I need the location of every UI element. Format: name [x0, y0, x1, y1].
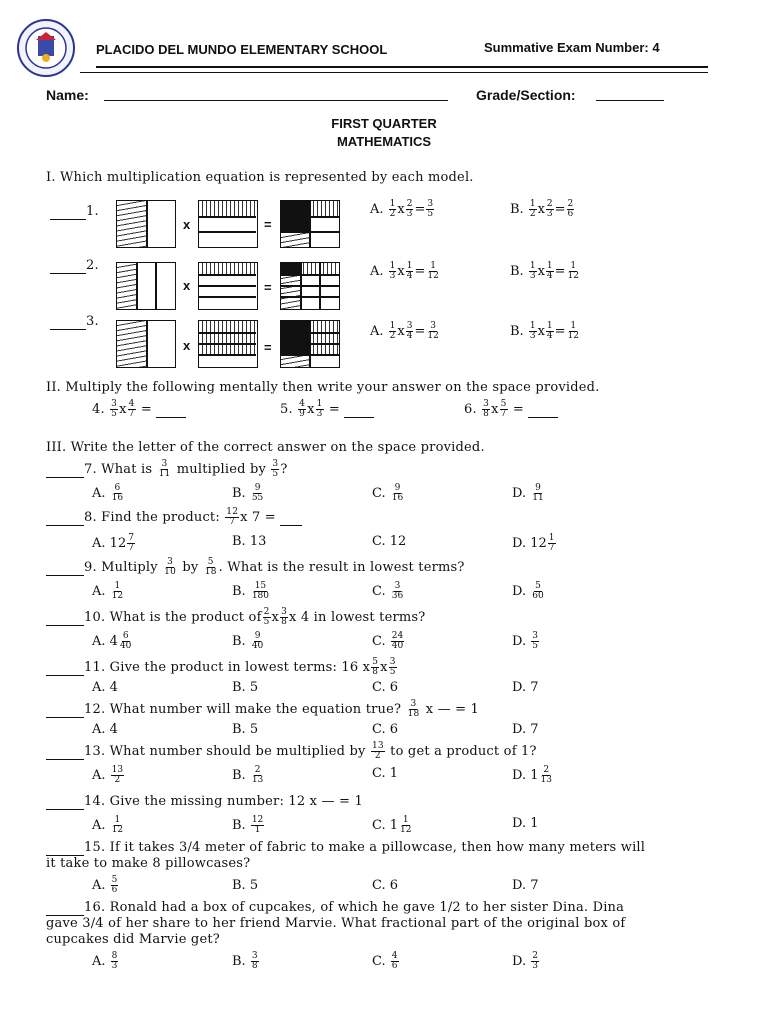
- q11-choice-c: C. 6: [372, 680, 399, 695]
- exam-number: Summative Exam Number: 4: [484, 40, 660, 55]
- answer-blank[interactable]: [156, 402, 186, 418]
- answer-blank[interactable]: [46, 794, 84, 810]
- q13-choice-a: A. $\frac{13}{2}$: [92, 765, 124, 785]
- answer-blank[interactable]: [46, 702, 84, 718]
- item-3-choice-a: A. $\frac{1}{2}$ x $\frac{3}{4}$ = $\frac{3}{12}$: [370, 321, 439, 341]
- header-rule: [96, 66, 708, 68]
- q12-choice-d: D. 7: [512, 722, 539, 737]
- q10-choice-a: A. 4 $\frac{6}{40}$: [92, 631, 132, 651]
- question-13: 13. What number should be multiplied by $\frac{13}{2}$ to get a product of 1?: [46, 742, 537, 761]
- item-2-choice-b: B. $\frac{1}{3}$ x $\frac{1}{4}$ = $\frac{1}{12}$: [510, 261, 579, 281]
- q11-choice-d: D. 7: [512, 680, 539, 695]
- question-15: 15. If it takes 3/4 meter of fabric to make a pillowcase, then how many meters will: [46, 840, 645, 856]
- model-2-right: [280, 262, 340, 310]
- question-8: 8. Find the product: $\frac{12}{7}$ x 7 =: [46, 508, 302, 527]
- question-11: 11. Give the product in lowest terms: 16 x $\frac{5}{8}$ x $\frac{3}{5}$: [46, 658, 398, 677]
- equals-sign: =: [264, 217, 272, 232]
- q15-choice-b: B. 5: [232, 878, 259, 893]
- answer-blank[interactable]: [46, 610, 84, 626]
- answer-blank[interactable]: [344, 402, 374, 418]
- name-label: Name:: [46, 87, 89, 103]
- question-16: 16. Ronald had a box of cupcakes, of which he gave 1/2 to her sister Dina. Dina: [46, 900, 624, 916]
- q7-choice-b: B. $\frac{9}{55}$: [232, 483, 264, 503]
- q8-choice-b: B. 13: [232, 534, 267, 549]
- answer-blank[interactable]: [50, 258, 86, 274]
- item-1-number: 1.: [50, 204, 99, 220]
- q12-choice-b: B. 5: [232, 722, 259, 737]
- question-10: 10. What is the product of $\frac{2}{5}$ x $\frac{3}{8}$ x 4 in lowest terms?: [46, 608, 425, 627]
- model-1-middle: [198, 200, 258, 248]
- part1-instruction: I. Which multiplication equation is represented by each model.: [46, 170, 474, 185]
- q16-choice-a: A. $\frac{8}{3}$: [92, 951, 118, 971]
- grade-section-field[interactable]: [596, 100, 664, 101]
- q9-choice-a: A. $\frac{1}{12}$: [92, 581, 124, 601]
- q16-choice-c: C. $\frac{4}{6}$: [372, 951, 398, 971]
- title-quarter: FIRST QUARTER: [331, 116, 437, 131]
- answer-blank[interactable]: [46, 660, 84, 676]
- header-rule-thin: [80, 72, 708, 73]
- q7-choice-a: A. $\frac{6}{16}$: [92, 483, 124, 503]
- school-name: PLACIDO DEL MUNDO ELEMENTARY SCHOOL: [96, 42, 388, 57]
- q14-choice-a: A. $\frac{1}{12}$: [92, 815, 124, 835]
- q8-choice-d: D. 12 $\frac{1}{7}$: [512, 533, 555, 553]
- name-field[interactable]: [104, 100, 448, 101]
- grade-section-label: Grade/Section:: [476, 87, 576, 103]
- equals-sign: =: [264, 280, 272, 295]
- question-16-line-3: cupcakes did Marvie get?: [46, 932, 220, 947]
- question-16-line-2: gave 3/4 of her share to her friend Marvie. What fractional part of the original box of: [46, 916, 626, 931]
- q13-choice-b: B. $\frac{2}{13}$: [232, 765, 264, 785]
- multiply-sign: x: [183, 338, 191, 353]
- answer-blank[interactable]: [46, 840, 84, 856]
- question-9: 9. Multiply $\frac{3}{10}$ by $\frac{5}{18}$ . What is the result in lowest terms?: [46, 558, 465, 577]
- model-3-middle: [198, 320, 258, 368]
- answer-blank[interactable]: [46, 560, 84, 576]
- q15-choice-c: C. 6: [372, 878, 399, 893]
- q10-choice-b: B. $\frac{9}{40}$: [232, 631, 264, 651]
- q7-choice-d: D. $\frac{9}{11}$: [512, 483, 544, 503]
- model-3-right: [280, 320, 340, 368]
- q8-choice-a: A. 12 $\frac{7}{7}$: [92, 533, 134, 553]
- q13-choice-c: C. 1: [372, 766, 399, 781]
- item-3-number: 3.: [50, 314, 99, 330]
- q14-choice-b: B. $\frac{12}{1}$: [232, 815, 264, 835]
- q12-choice-c: C. 6: [372, 722, 399, 737]
- answer-blank[interactable]: [528, 402, 558, 418]
- item-5: 5. $\frac{4}{9}$ x $\frac{1}{3}$ =: [280, 400, 374, 419]
- model-2-middle: [198, 262, 258, 310]
- q11-choice-b: B. 5: [232, 680, 259, 695]
- q8-choice-c: C. 12: [372, 534, 407, 549]
- model-2-left: [116, 262, 176, 310]
- q14-choice-c: C. 1 $\frac{1}{12}$: [372, 815, 412, 835]
- q12-choice-a: A. 4: [92, 722, 118, 737]
- q7-choice-c: C. $\frac{9}{16}$: [372, 483, 404, 503]
- item-2-number: 2.: [50, 258, 99, 274]
- model-3-left: [116, 320, 176, 368]
- answer-blank[interactable]: [46, 744, 84, 760]
- question-12: 12. What number will make the equation true? $\frac{3}{18}$ x — = 1: [46, 700, 479, 719]
- model-1-left: [116, 200, 176, 248]
- multiply-sign: x: [183, 217, 191, 232]
- answer-blank[interactable]: [46, 462, 84, 478]
- answer-blank[interactable]: [46, 510, 84, 526]
- q10-choice-c: C. $\frac{24}{40}$: [372, 631, 404, 651]
- q10-choice-d: D. $\frac{3}{5}$: [512, 631, 538, 651]
- question-14: 14. Give the missing number: 12 x — = 1: [46, 794, 363, 810]
- q15-choice-a: A. $\frac{5}{6}$: [92, 875, 118, 895]
- question-7: 7. What is $\frac{3}{11}$ multiplied by $\frac{3}{5}$ ?: [46, 460, 288, 479]
- title-subject: MATHEMATICS: [336, 134, 432, 149]
- answer-blank[interactable]: [46, 900, 84, 916]
- question-15-line-2: it take to make 8 pillowcases?: [46, 856, 251, 871]
- q15-choice-d: D. 7: [512, 878, 539, 893]
- equals-sign: =: [264, 340, 272, 355]
- model-1-right: [280, 200, 340, 248]
- item-2-choice-a: A. $\frac{1}{3}$ x $\frac{1}{4}$ = $\frac{1}{12}$: [370, 261, 439, 281]
- q14-choice-d: D. 1: [512, 816, 539, 831]
- q16-choice-d: D. $\frac{2}{3}$: [512, 951, 538, 971]
- item-1-choice-b: B. $\frac{1}{2}$ x $\frac{2}{3}$ = $\frac{2}{6}$: [510, 199, 574, 219]
- q9-choice-b: B. $\frac{15}{180}$: [232, 581, 270, 601]
- answer-blank[interactable]: [280, 510, 302, 526]
- answer-blank[interactable]: [50, 204, 86, 220]
- answer-blank[interactable]: [50, 314, 86, 330]
- item-6: 6. $\frac{3}{8}$ x $\frac{5}{7}$ =: [464, 400, 558, 419]
- item-1-choice-a: A. $\frac{1}{2}$ x $\frac{2}{3}$ = $\frac{3}{5}$: [370, 199, 434, 219]
- part2-instruction: II. Multiply the following mentally then write your answer on the space provided.: [46, 380, 600, 395]
- q16-choice-b: B. $\frac{3}{8}$: [232, 951, 258, 971]
- part3-instruction: III. Write the letter of the correct answer on the space provided.: [46, 440, 485, 455]
- q13-choice-d: D. 1 $\frac{2}{13}$: [512, 765, 552, 785]
- multiply-sign: x: [183, 278, 191, 293]
- item-3-choice-b: B. $\frac{1}{3}$ x $\frac{1}{4}$ = $\frac{1}{12}$: [510, 321, 579, 341]
- q11-choice-a: A. 4: [92, 680, 118, 695]
- q9-choice-c: C. $\frac{3}{36}$: [372, 581, 404, 601]
- deped-seal: [16, 18, 76, 78]
- q9-choice-d: D. $\frac{5}{60}$: [512, 581, 544, 601]
- item-4: 4. $\frac{3}{5}$ x $\frac{4}{7}$ =: [92, 400, 186, 419]
